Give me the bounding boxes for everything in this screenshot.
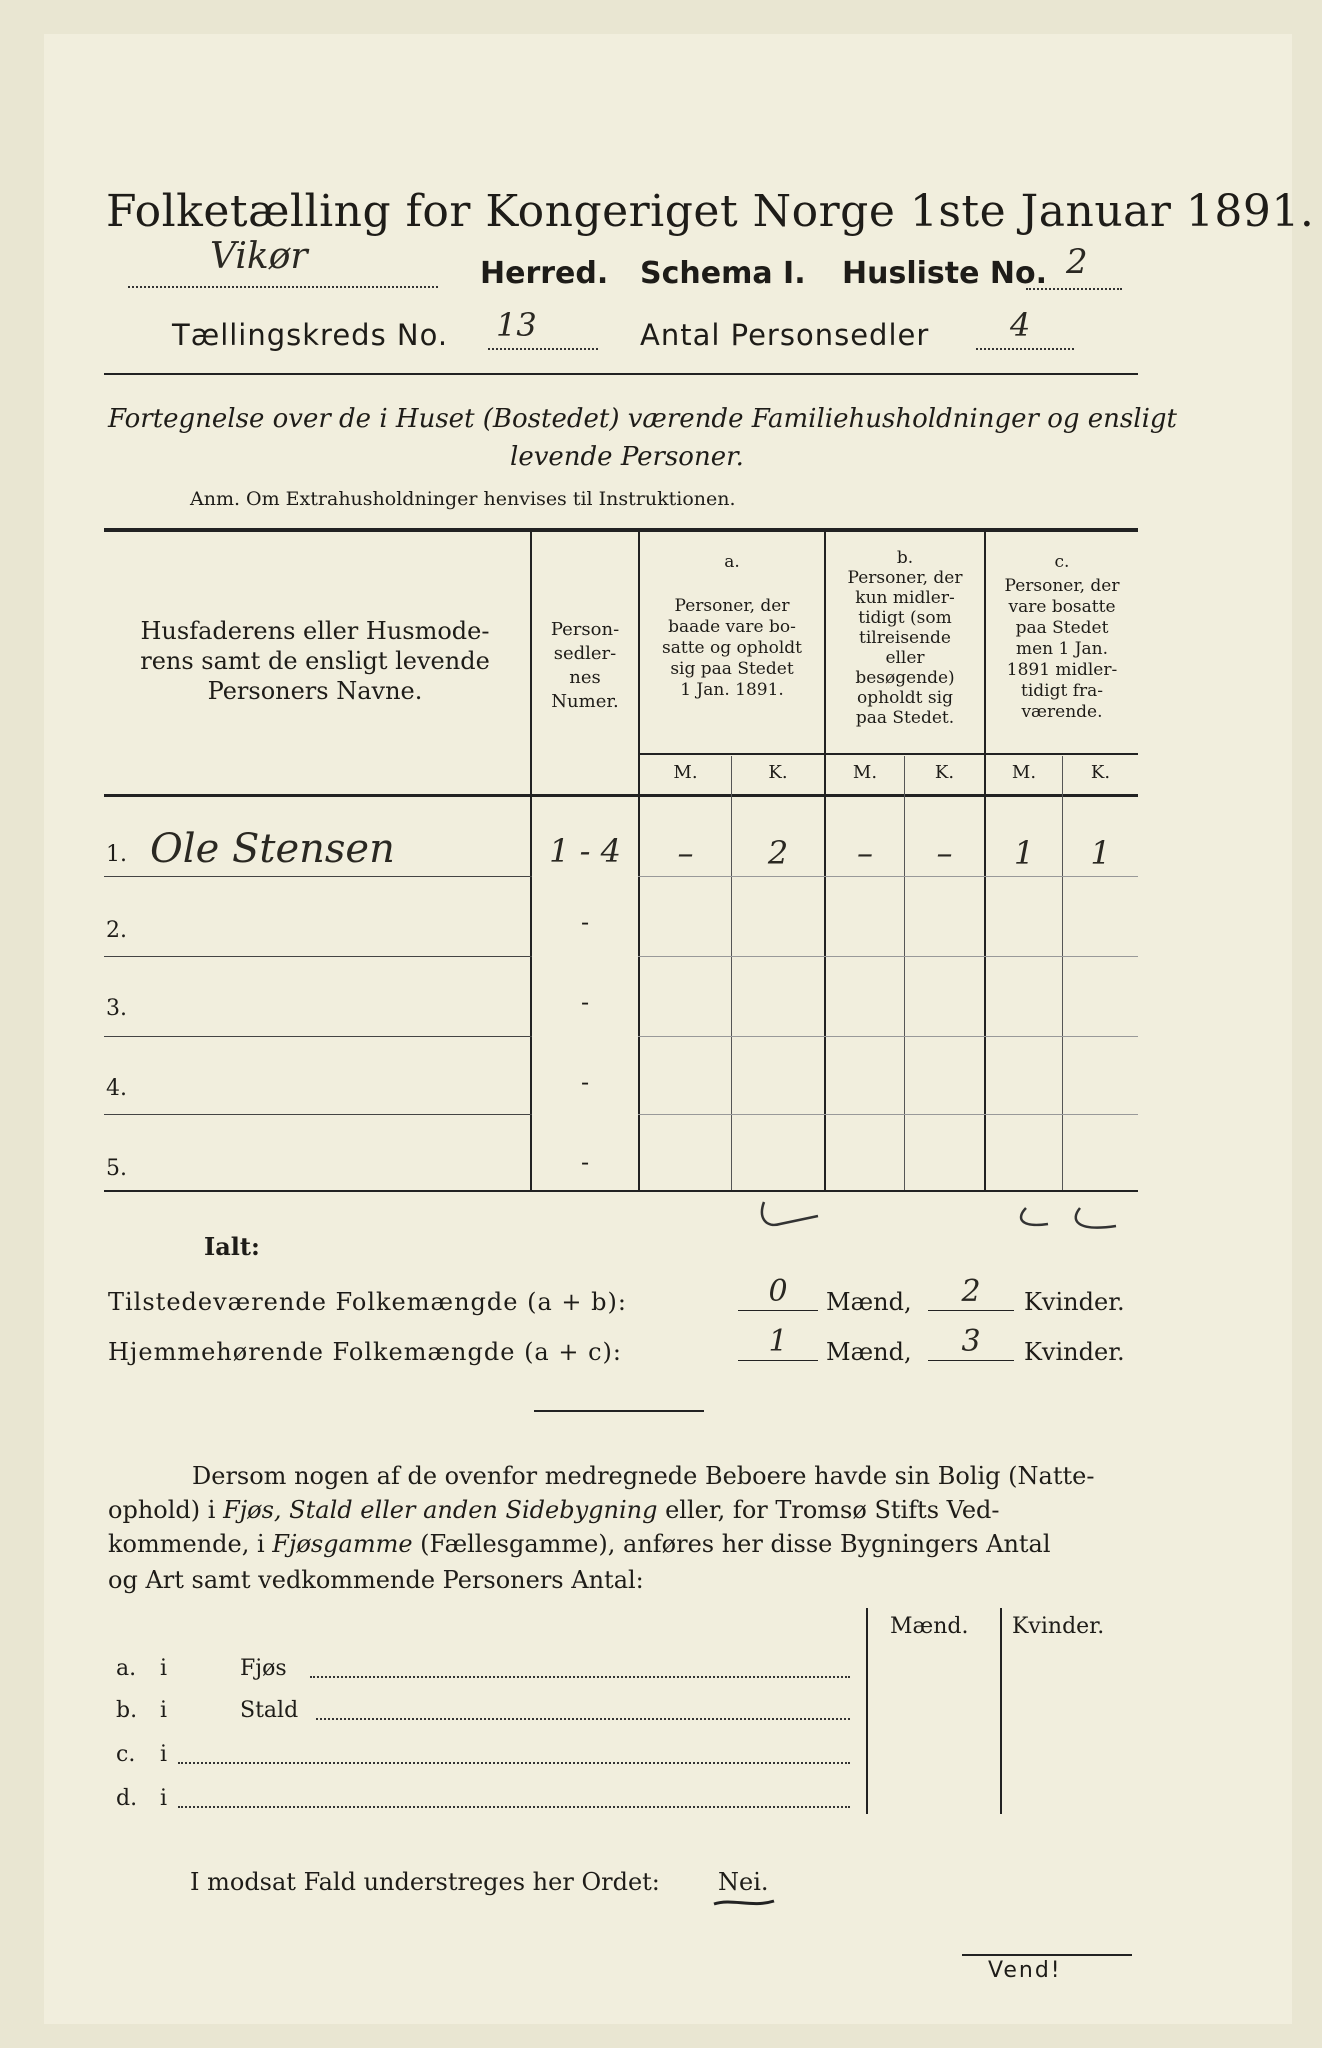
hjemme-kvinder-value: 3 bbox=[961, 1324, 981, 1359]
col-b-header-line: Personer, der bbox=[847, 568, 963, 588]
row-rule-1b bbox=[638, 876, 1138, 877]
antal-label: Antal Personsedler bbox=[640, 318, 930, 352]
col-c-header-line: Personer, der bbox=[1004, 576, 1120, 596]
mk-rule bbox=[638, 753, 1138, 755]
row-rule-2 bbox=[104, 956, 532, 957]
number-header-line: nes bbox=[569, 667, 601, 688]
hjemme-label: Hjemmehørende Folkemængde (a + c): bbox=[108, 1338, 622, 1366]
husliste-value: 2 bbox=[1066, 242, 1088, 282]
husliste-label: Husliste No. bbox=[842, 256, 1047, 291]
col-a-header-line: Personer, der bbox=[674, 596, 790, 616]
number-header-line: Numer. bbox=[551, 691, 619, 712]
table-top-rule bbox=[104, 528, 1138, 532]
tilstede-kvinder-underline bbox=[928, 1310, 1014, 1311]
cell-c-m: 1 bbox=[1013, 834, 1035, 872]
number-column-header bbox=[532, 618, 638, 714]
col-b-header-line: paa Stedet. bbox=[855, 708, 955, 728]
building-letter: a. bbox=[116, 1656, 137, 1681]
number-header-line: Person- bbox=[550, 619, 620, 640]
modsat-text: I modsat Fald understreges her Ordet: bbox=[190, 1868, 660, 1896]
personseddel-number: 1 - 4 bbox=[549, 832, 621, 870]
names-header-line-2: rens samt de ensligt levende bbox=[140, 647, 490, 675]
cell-a-m: – bbox=[677, 834, 694, 872]
row-number: 1. bbox=[106, 842, 127, 867]
building-letter: c. bbox=[116, 1742, 136, 1767]
building-dotted-line bbox=[310, 1672, 850, 1678]
table-bottom-rule bbox=[104, 1190, 1138, 1192]
row-rule-3 bbox=[104, 1036, 532, 1037]
buildings-para-line-3 bbox=[108, 1530, 1051, 1558]
building-dotted-line bbox=[178, 1802, 850, 1808]
cell-b-m: – bbox=[857, 834, 873, 872]
buildings-col-divider-1 bbox=[866, 1608, 868, 1814]
tilstede-maend-label: Mænd, bbox=[826, 1288, 912, 1316]
personseddel-number: - bbox=[580, 988, 590, 1016]
row-number: 4. bbox=[106, 1076, 127, 1101]
buildings-para-line-2 bbox=[108, 1496, 1000, 1524]
page-title: Folketælling for Kongeriget Norge 1ste Januar 1891. bbox=[106, 186, 1315, 237]
row-number: 3. bbox=[106, 996, 127, 1021]
col-a-letter: a. bbox=[724, 552, 740, 572]
row-rule-2b bbox=[638, 956, 1138, 957]
mk-divider-c bbox=[1062, 756, 1063, 1192]
col-b-header bbox=[826, 568, 984, 728]
tilstede-maend-value: 0 bbox=[768, 1274, 788, 1309]
para-text: ophold) i bbox=[108, 1496, 224, 1524]
building-i: i bbox=[160, 1656, 168, 1681]
para-text: eller, for Tromsø Stifts Ved- bbox=[657, 1496, 1000, 1524]
vend-text: Vend! bbox=[988, 1958, 1062, 1983]
col-c-header-line: 1891 midler- bbox=[1006, 660, 1118, 680]
col-b-header-line: tilreisende bbox=[858, 628, 951, 648]
col-b-header-line: tidigt (som bbox=[858, 608, 952, 628]
hjemme-kvinder-label: Kvinder. bbox=[1024, 1338, 1125, 1366]
row-rule-1 bbox=[104, 876, 532, 877]
cell-a-k: 2 bbox=[767, 834, 789, 872]
para-text: kommende, i bbox=[108, 1530, 273, 1558]
col-a-header-line: 1 Jan. 1891. bbox=[680, 680, 784, 700]
building-dotted-line bbox=[178, 1758, 850, 1764]
intro-line-1: Fortegnelse over de i Huset (Bostedet) værende Familiehusholdninger og ensligt bbox=[108, 404, 1177, 434]
names-header-line-1: Husfaderens eller Husmode- bbox=[140, 617, 490, 645]
number-header-line: sedler- bbox=[553, 643, 617, 664]
antal-value: 4 bbox=[1010, 306, 1031, 344]
col-c-header-line: men 1 Jan. bbox=[1015, 639, 1109, 659]
check-mark-icon bbox=[1008, 1204, 1128, 1236]
building-label: Fjøs bbox=[240, 1656, 287, 1681]
row-number: 2. bbox=[106, 918, 127, 943]
col-c-header-line: paa Stedet bbox=[1015, 618, 1109, 638]
check-mark-icon bbox=[756, 1196, 826, 1232]
header-rule bbox=[104, 373, 1138, 375]
names-column-header bbox=[110, 616, 520, 706]
building-i: i bbox=[160, 1786, 168, 1811]
hjemme-maend-underline bbox=[738, 1360, 818, 1361]
cell-c-k: 1 bbox=[1090, 834, 1111, 872]
col-c-letter: c. bbox=[1054, 552, 1070, 572]
ialt-label: Ialt: bbox=[204, 1232, 260, 1261]
mk-divider-a bbox=[731, 756, 732, 1192]
hjemme-maend-value: 1 bbox=[768, 1324, 788, 1359]
building-letter: b. bbox=[116, 1698, 138, 1723]
herred-label: Herred. bbox=[480, 256, 609, 291]
tilstede-label: Tilstedeværende Folkemængde (a + b): bbox=[108, 1288, 627, 1316]
para-text: (Fællesgamme), anføres her disse Bygningers Antal bbox=[412, 1530, 1051, 1558]
kreds-value: 13 bbox=[496, 306, 537, 344]
personseddel-number: - bbox=[580, 1068, 590, 1096]
col-a-k-label: K. bbox=[768, 762, 788, 783]
col-c-header-line: tidigt fra- bbox=[1020, 681, 1103, 701]
col-b-header-line: besøgende) bbox=[855, 668, 955, 688]
table-header-rule bbox=[104, 794, 1138, 797]
col-b-header-line: opholdt sig bbox=[857, 688, 953, 708]
hjemme-kvinder-underline bbox=[928, 1360, 1014, 1361]
personseddel-number: - bbox=[580, 1148, 590, 1176]
building-letter: d. bbox=[116, 1786, 138, 1811]
building-dotted-line bbox=[316, 1714, 850, 1720]
names-header-line-3: Personers Navne. bbox=[207, 677, 423, 705]
herred-value: Vikør bbox=[210, 236, 308, 277]
building-label: Stald bbox=[240, 1698, 299, 1723]
row-rule-4 bbox=[104, 1114, 532, 1115]
tilstede-maend-underline bbox=[738, 1310, 818, 1311]
hjemme-maend-label: Mænd, bbox=[826, 1338, 912, 1366]
personseddel-number: - bbox=[580, 908, 590, 936]
tilstede-kvinder-value: 2 bbox=[961, 1274, 981, 1309]
para-emphasis: Fjøs, Stald eller anden Sidebygning bbox=[223, 1496, 658, 1524]
col-b-header-line: kun midler- bbox=[855, 588, 955, 608]
row-number: 5. bbox=[106, 1156, 127, 1181]
col-a-header-line: satte og opholdt bbox=[662, 638, 802, 658]
col-a-header-line: baade vare bo- bbox=[668, 617, 796, 637]
col-c-header-line: værende. bbox=[1021, 702, 1103, 722]
buildings-maend-header: Mænd. bbox=[890, 1614, 969, 1639]
intro-line-2: levende Personer. bbox=[510, 442, 744, 472]
cell-b-k: – bbox=[936, 834, 953, 872]
col-b-k-label: K. bbox=[934, 762, 955, 783]
buildings-kvinder-header: Kvinder. bbox=[1012, 1614, 1105, 1639]
buildings-para-line-1: Dersom nogen af de ovenfor medregnede Beboere havde sin Bolig (Natte- bbox=[192, 1462, 1095, 1490]
col-b-m-label: M. bbox=[852, 762, 878, 783]
col-a-header bbox=[640, 596, 824, 701]
row-rule-3b bbox=[638, 1036, 1138, 1037]
building-i: i bbox=[160, 1698, 168, 1723]
col-c-k-label: K. bbox=[1090, 762, 1111, 783]
tilstede-kvinder-label: Kvinder. bbox=[1024, 1288, 1125, 1316]
para-emphasis: Fjøsgamme bbox=[272, 1530, 413, 1558]
col-a-m-label: M. bbox=[673, 762, 698, 783]
vend-rule bbox=[962, 1954, 1132, 1956]
nei-word: Nei. bbox=[718, 1868, 769, 1896]
col-b-letter: b. bbox=[896, 548, 914, 568]
kreds-label: Tællingskreds No. bbox=[172, 318, 449, 352]
schema-label: Schema I. bbox=[640, 256, 806, 291]
col-c-m-label: M. bbox=[1011, 762, 1037, 783]
col-c-header-line: vare bosatte bbox=[1008, 597, 1116, 617]
col-b-header-line: eller bbox=[885, 648, 925, 668]
col-a-header-line: sig paa Stedet bbox=[670, 659, 794, 679]
col-c-header bbox=[986, 576, 1138, 723]
buildings-para-line-4: og Art samt vedkommende Personers Antal: bbox=[108, 1566, 644, 1594]
person-name: Ole Stensen bbox=[150, 826, 395, 872]
mk-divider-b bbox=[904, 756, 905, 1192]
anm-note: Anm. Om Extrahusholdninger henvises til Instruktionen. bbox=[190, 488, 736, 510]
section-divider bbox=[534, 1410, 704, 1412]
building-i: i bbox=[160, 1742, 168, 1767]
nei-underline-stroke bbox=[712, 1896, 776, 1910]
buildings-col-divider-2 bbox=[1000, 1608, 1002, 1814]
row-rule-4b bbox=[638, 1114, 1138, 1115]
